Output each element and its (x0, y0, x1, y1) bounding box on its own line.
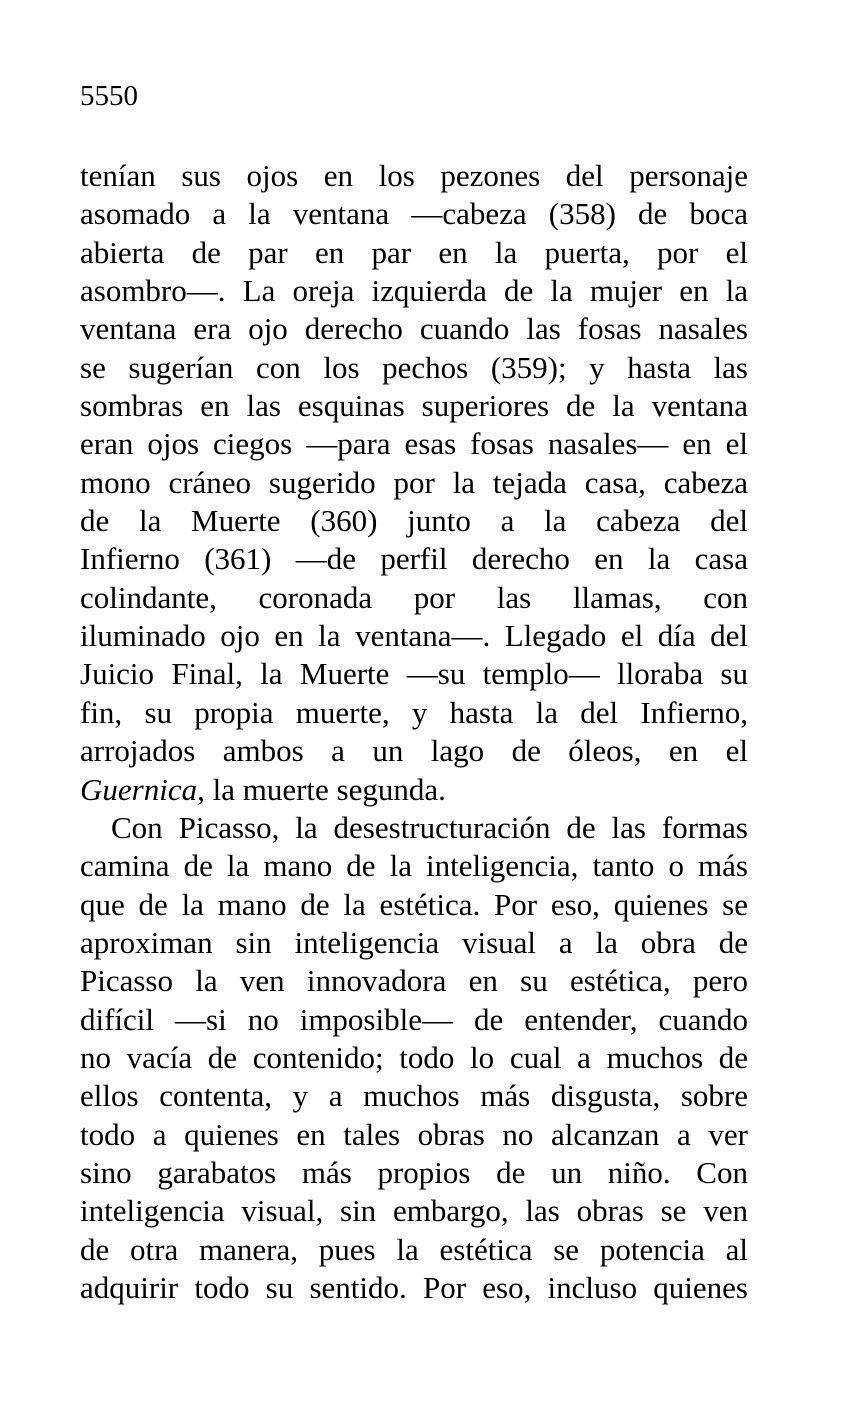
text-line: se sugerían con los pechos (359); y hasta las (80, 349, 748, 385)
text-line: inteligencia visual, sin embargo, las obras se ven (80, 1193, 748, 1229)
text-line: colindante, coronada por las llamas, con (80, 579, 748, 615)
text-line: mono cráneo sugerido por la tejada casa, cabeza (80, 464, 748, 500)
text-line: tenían sus ojos en los pezones del personaje (80, 158, 748, 193)
text-line: iluminado ojo en la ventana—. Llegado el día del (80, 618, 748, 654)
text-line: que de la mano de la estética. Por eso, quienes se (80, 886, 748, 922)
text-line: eran ojos ciegos —para esas fosas nasales— en el (80, 426, 748, 462)
text-line: asomado a la ventana —cabeza (358) de boca (80, 196, 748, 232)
text-line: Picasso la ven innovadora en su estética, pero (80, 963, 748, 999)
text-fragment: , la muerte segunda. (197, 771, 446, 807)
page-number: 5550 (80, 80, 138, 112)
text-line: arrojados ambos a un lago de óleos, en el (80, 733, 748, 769)
text-line: todo a quienes en tales obras no alcanzan a ver (80, 1116, 748, 1152)
paragraph-2 (80, 809, 748, 1307)
text-line: sombras en las esquinas superiores de la ventana (80, 388, 748, 424)
artwork-title: Guernica (80, 771, 198, 807)
text-line: fin, su propia muerte, y hasta la del Infierno, (80, 694, 748, 730)
text-line: difícil —si no imposible— de entender, cuando (80, 1001, 748, 1037)
text-line: de otra manera, pues la estética se potencia al (80, 1231, 748, 1267)
text-line: camina de la mano de la inteligencia, tanto o más (80, 848, 748, 884)
text-line: de la Muerte (360) junto a la cabeza del (80, 503, 748, 539)
text-line: Infierno (361) —de perfil derecho en la casa (80, 541, 748, 577)
text-line: abierta de par en par en la puerta, por el (80, 234, 748, 270)
text-line: ventana era ojo derecho cuando las fosas nasales (80, 311, 748, 347)
text-line: aproximan sin inteligencia visual a la obra de (80, 924, 748, 960)
text-line: Con Picasso, la desestructuración de las formas (111, 809, 748, 845)
text-line: no vacía de contenido; todo lo cual a muchos de (80, 1039, 748, 1075)
text-line-final (80, 771, 748, 809)
text-line: adquirir todo su sentido. Por eso, incluso quienes (80, 1269, 748, 1305)
text-body (80, 157, 748, 1307)
text-line: ellos contenta, y a muchos más disgusta, sobre (80, 1078, 748, 1114)
paragraph-1 (80, 157, 748, 809)
text-line: sino garabatos más propios de un niño. Con (80, 1154, 748, 1190)
text-line: asombro—. La oreja izquierda de la mujer en la (80, 273, 748, 309)
text-line: Juicio Final, la Muerte —su templo— lloraba su (80, 656, 748, 692)
